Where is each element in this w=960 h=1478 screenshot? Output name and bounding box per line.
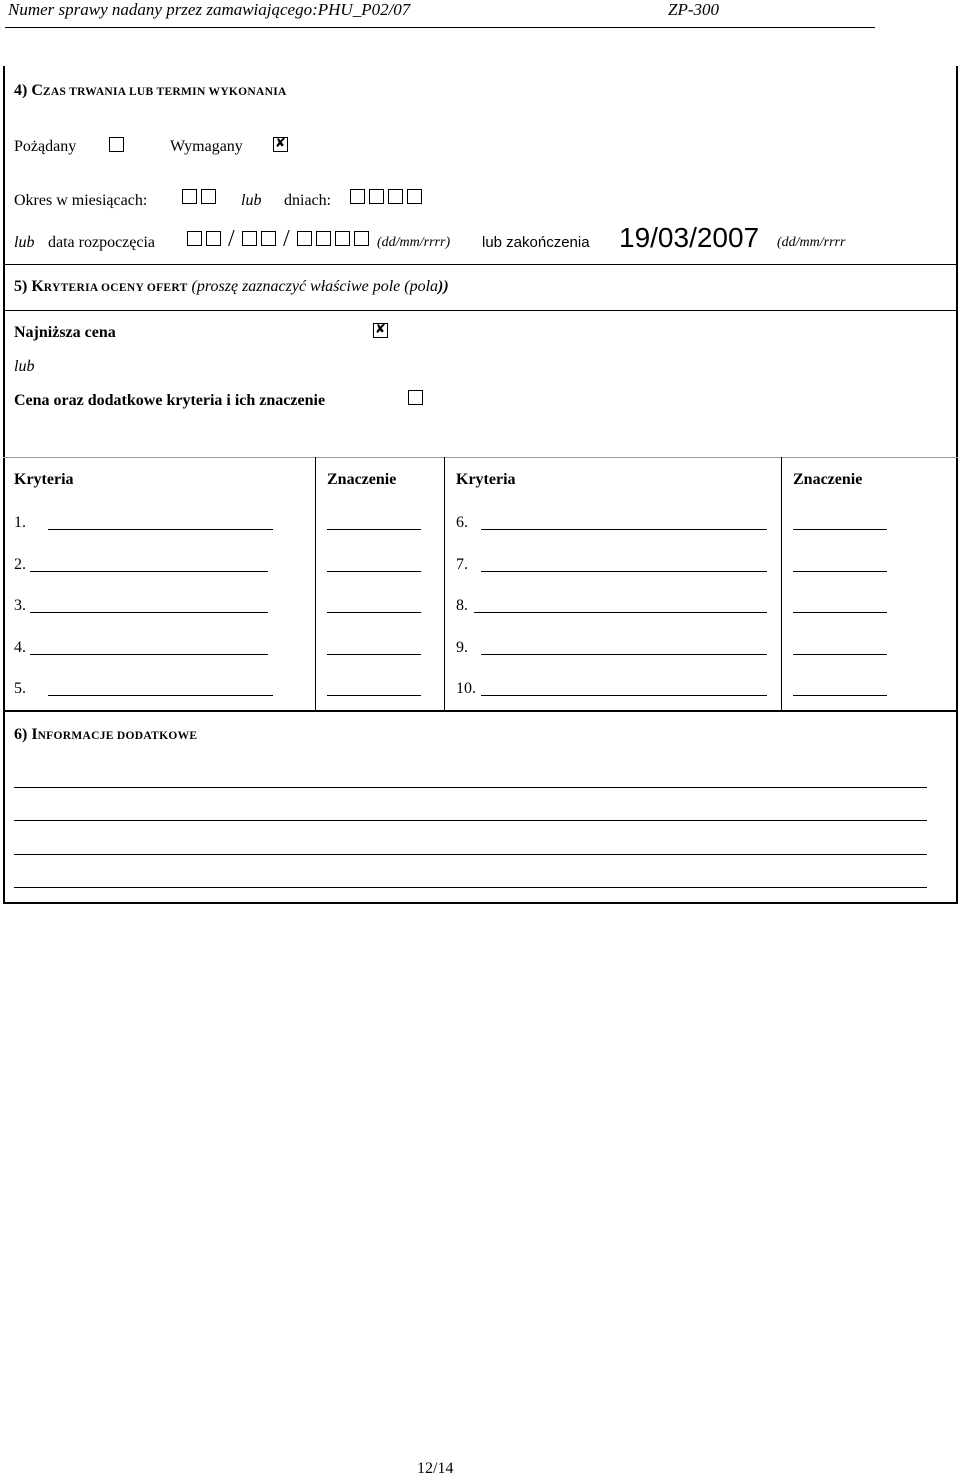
start-date-format: (dd/mm/rrrr) xyxy=(377,235,451,250)
additional-info-line[interactable] xyxy=(14,854,927,855)
column-header-criteria: Kryteria xyxy=(456,471,516,488)
or-label: lub xyxy=(241,192,262,209)
criterion-blank-line[interactable] xyxy=(474,612,767,613)
start-month-box[interactable] xyxy=(261,231,276,246)
criterion-number: 7. xyxy=(456,556,468,573)
header-rule xyxy=(5,27,875,28)
frame-left-border xyxy=(3,66,5,904)
criterion-number: 9. xyxy=(456,639,468,656)
column-header-criteria: Kryteria xyxy=(14,471,74,488)
required-label: Wymagany xyxy=(170,138,243,155)
start-year-box[interactable] xyxy=(354,231,369,246)
months-label: Okres w miesiącach: xyxy=(14,192,148,209)
start-day-box[interactable] xyxy=(206,231,221,246)
frame-bottom-border xyxy=(3,902,958,904)
months-digit-box[interactable] xyxy=(182,189,197,204)
price-and-criteria-checkbox[interactable] xyxy=(408,390,423,405)
weight-blank-line[interactable] xyxy=(793,571,887,572)
lowest-price-checkbox[interactable]: ✘ xyxy=(373,323,388,338)
additional-info-line[interactable] xyxy=(14,787,927,788)
section-divider xyxy=(3,310,958,311)
frame-right-border xyxy=(956,66,958,904)
end-date-label: lub zakończenia xyxy=(482,234,590,251)
start-day-box[interactable] xyxy=(187,231,202,246)
criterion-number: 8. xyxy=(456,597,468,614)
price-and-criteria-label: Cena oraz dodatkowe kryteria i ich znaczenie xyxy=(14,392,326,409)
weight-blank-line[interactable] xyxy=(793,695,887,696)
criterion-number: 5. xyxy=(14,680,26,697)
section5-title: 5) KRYTERIA OCENY OFERT (proszę zaznaczyć właściwe pole (pola)) xyxy=(14,278,449,295)
criterion-blank-line[interactable] xyxy=(48,529,273,530)
section-divider xyxy=(3,710,958,712)
start-or-label: lub xyxy=(14,234,35,251)
end-date-format: (dd/mm/rrrr xyxy=(777,235,846,250)
weight-blank-line[interactable] xyxy=(327,612,421,613)
criterion-number: 10. xyxy=(456,680,476,697)
or-label: lub xyxy=(14,358,35,375)
section-divider xyxy=(3,264,958,265)
desired-checkbox[interactable] xyxy=(109,137,124,152)
days-digit-box[interactable] xyxy=(388,189,403,204)
criterion-blank-line[interactable] xyxy=(481,695,767,696)
criterion-blank-line[interactable] xyxy=(481,571,767,572)
criterion-number: 4. xyxy=(14,639,26,656)
weight-blank-line[interactable] xyxy=(793,529,887,530)
date-separator: / xyxy=(228,226,235,252)
start-year-box[interactable] xyxy=(297,231,312,246)
criterion-blank-line[interactable] xyxy=(481,654,767,655)
criterion-blank-line[interactable] xyxy=(30,654,268,655)
start-date-label: data rozpoczęcia xyxy=(48,234,156,251)
table-column-divider xyxy=(315,457,316,710)
additional-info-line[interactable] xyxy=(14,887,927,888)
section4-title: 4) CZAS TRWANIA LUB TERMIN WYKONANIA xyxy=(14,82,287,99)
case-number-header: Numer sprawy nadany przez zamawiającego:PHU_P02/07 xyxy=(8,0,411,19)
end-date-value: 19/03/2007 xyxy=(619,222,760,253)
criterion-number: 1. xyxy=(14,514,26,531)
table-column-divider xyxy=(781,457,782,710)
start-year-box[interactable] xyxy=(316,231,331,246)
start-year-box[interactable] xyxy=(335,231,350,246)
months-digit-box[interactable] xyxy=(201,189,216,204)
days-digit-box[interactable] xyxy=(350,189,365,204)
criterion-number: 6. xyxy=(456,514,468,531)
required-checkbox[interactable]: ✘ xyxy=(273,137,288,152)
days-label: dniach: xyxy=(284,192,332,209)
weight-blank-line[interactable] xyxy=(327,654,421,655)
weight-blank-line[interactable] xyxy=(327,571,421,572)
criterion-blank-line[interactable] xyxy=(30,612,268,613)
weight-blank-line[interactable] xyxy=(793,612,887,613)
weight-blank-line[interactable] xyxy=(327,695,421,696)
weight-blank-line[interactable] xyxy=(327,529,421,530)
table-column-divider xyxy=(444,457,445,710)
criterion-number: 2. xyxy=(14,556,26,573)
column-header-weight: Znaczenie xyxy=(327,471,397,488)
column-header-weight: Znaczenie xyxy=(793,471,863,488)
table-top-rule xyxy=(3,457,958,458)
form-code-header: ZP-300 xyxy=(668,0,719,19)
lowest-price-label: Najniższa cena xyxy=(14,324,116,341)
section6-title: 6) INFORMACJE DODATKOWE xyxy=(14,726,198,743)
desired-label: Pożądany xyxy=(14,138,77,155)
page-number: 12/14 xyxy=(417,1460,454,1477)
criterion-number: 3. xyxy=(14,597,26,614)
additional-info-line[interactable] xyxy=(14,820,927,821)
days-digit-box[interactable] xyxy=(369,189,384,204)
start-month-box[interactable] xyxy=(242,231,257,246)
date-separator: / xyxy=(283,226,290,252)
criterion-blank-line[interactable] xyxy=(48,695,273,696)
weight-blank-line[interactable] xyxy=(793,654,887,655)
days-digit-box[interactable] xyxy=(407,189,422,204)
criterion-blank-line[interactable] xyxy=(30,571,268,572)
criterion-blank-line[interactable] xyxy=(481,529,767,530)
